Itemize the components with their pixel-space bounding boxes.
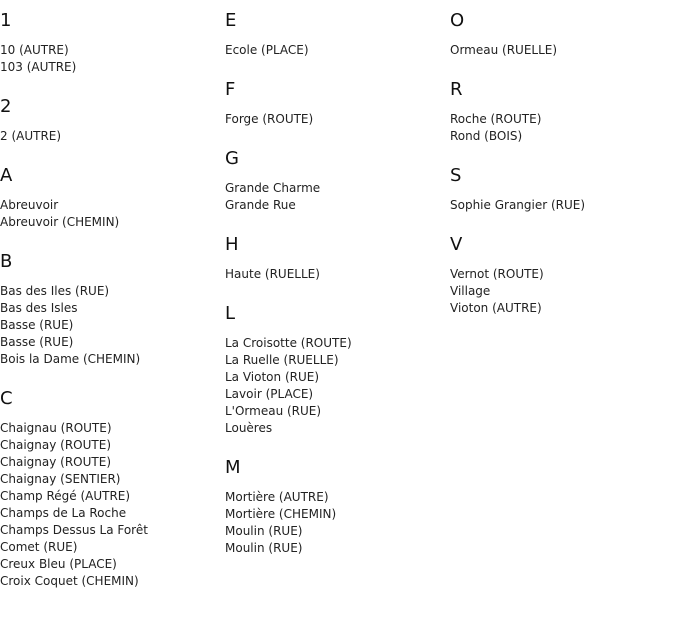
street-link[interactable]: Champs Dessus La Forêt [0,523,148,537]
street-link[interactable]: Bois la Dame (CHEMIN) [0,352,141,366]
street-link[interactable]: Abreuvoir [0,198,59,212]
letter-group [450,234,670,317]
street-list [225,42,445,59]
street-link[interactable]: Moulin (RUE) [225,541,303,555]
letter-group [450,165,670,214]
letter-heading: S [450,165,462,186]
street-link[interactable]: Croix Coquet (CHEMIN) [0,574,139,588]
street-link[interactable]: Rond (BOIS) [450,129,523,143]
street-list [0,283,220,368]
street-list [0,128,220,145]
street-link[interactable]: Sophie Grangier (RUE) [450,198,586,212]
street-list [450,111,670,145]
letter-group [0,165,220,231]
letter-group [225,457,445,557]
street-list [225,489,445,557]
street-list [0,42,220,76]
street-list [450,197,670,214]
street-link[interactable]: Basse (RUE) [0,335,74,349]
letter-group [225,79,445,128]
letter-group [225,234,445,283]
street-link[interactable]: Village [450,284,491,298]
street-link[interactable]: Vioton (AUTRE) [450,301,542,315]
street-link[interactable]: Basse (RUE) [0,318,74,332]
letter-group [225,303,445,437]
street-list [225,335,445,437]
street-link[interactable]: La Ruelle (RUELLE) [225,353,339,367]
street-link[interactable]: Abreuvoir (CHEMIN) [0,215,120,229]
street-link[interactable]: Chaignay (SENTIER) [0,472,121,486]
index-column-3 [450,10,670,337]
letter-heading: 2 [0,96,12,117]
street-link[interactable]: Bas des Isles [0,301,78,315]
street-link[interactable]: Lavoir (PLACE) [225,387,314,401]
street-link[interactable]: L'Ormeau (RUE) [225,404,322,418]
letter-group [225,10,445,59]
letter-heading: A [0,165,13,186]
letter-group [0,251,220,368]
street-link[interactable]: Creux Bleu (PLACE) [0,557,117,571]
index-column-1 [0,10,220,610]
letter-heading: E [225,10,237,31]
street-link[interactable]: Chaignay (ROUTE) [0,438,112,452]
street-link[interactable]: Roche (ROUTE) [450,112,542,126]
letter-group [0,96,220,145]
street-link[interactable]: Mortière (CHEMIN) [225,507,337,521]
street-list [0,197,220,231]
street-list [450,266,670,317]
street-link[interactable]: 103 (AUTRE) [0,60,77,74]
letter-heading: M [225,457,241,478]
street-link[interactable]: Champs de La Roche [0,506,127,520]
letter-heading: G [225,148,239,169]
street-link[interactable]: Champ Régé (AUTRE) [0,489,131,503]
letter-heading: L [225,303,236,324]
street-link[interactable]: Chaignau (ROUTE) [0,421,112,435]
street-link[interactable]: Louères [225,421,273,435]
street-link[interactable]: Grande Rue [225,198,296,212]
street-link[interactable]: Forge (ROUTE) [225,112,314,126]
street-list [225,111,445,128]
letter-heading: H [225,234,239,255]
street-link[interactable]: 2 (AUTRE) [0,129,62,143]
street-link[interactable]: Haute (RUELLE) [225,267,320,281]
street-link[interactable]: 10 (AUTRE) [0,43,69,57]
index-column-2 [225,10,445,577]
letter-heading: B [0,251,13,272]
street-list [0,420,220,590]
street-list [225,180,445,214]
street-list [450,42,670,59]
letter-group [450,10,670,59]
street-link[interactable]: Mortière (AUTRE) [225,490,329,504]
street-link[interactable]: Vernot (ROUTE) [450,267,544,281]
letter-heading: C [0,388,13,409]
street-link[interactable]: Ecole (PLACE) [225,43,309,57]
street-link[interactable]: La Vioton (RUE) [225,370,320,384]
letter-heading: R [450,79,463,100]
street-link[interactable]: Chaignay (ROUTE) [0,455,112,469]
street-link[interactable]: La Croisotte (ROUTE) [225,336,352,350]
letter-heading: F [225,79,236,100]
street-link[interactable]: Grande Charme [225,181,321,195]
street-link[interactable]: Moulin (RUE) [225,524,303,538]
street-link[interactable]: Comet (RUE) [0,540,78,554]
letter-group [450,79,670,145]
letter-heading: V [450,234,463,255]
letter-heading: 1 [0,10,12,31]
street-list [225,266,445,283]
letter-group [0,388,220,590]
letter-group [225,148,445,214]
street-link[interactable]: Bas des Iles (RUE) [0,284,110,298]
letter-group [0,10,220,76]
street-link[interactable]: Ormeau (RUELLE) [450,43,558,57]
letter-heading: O [450,10,465,31]
